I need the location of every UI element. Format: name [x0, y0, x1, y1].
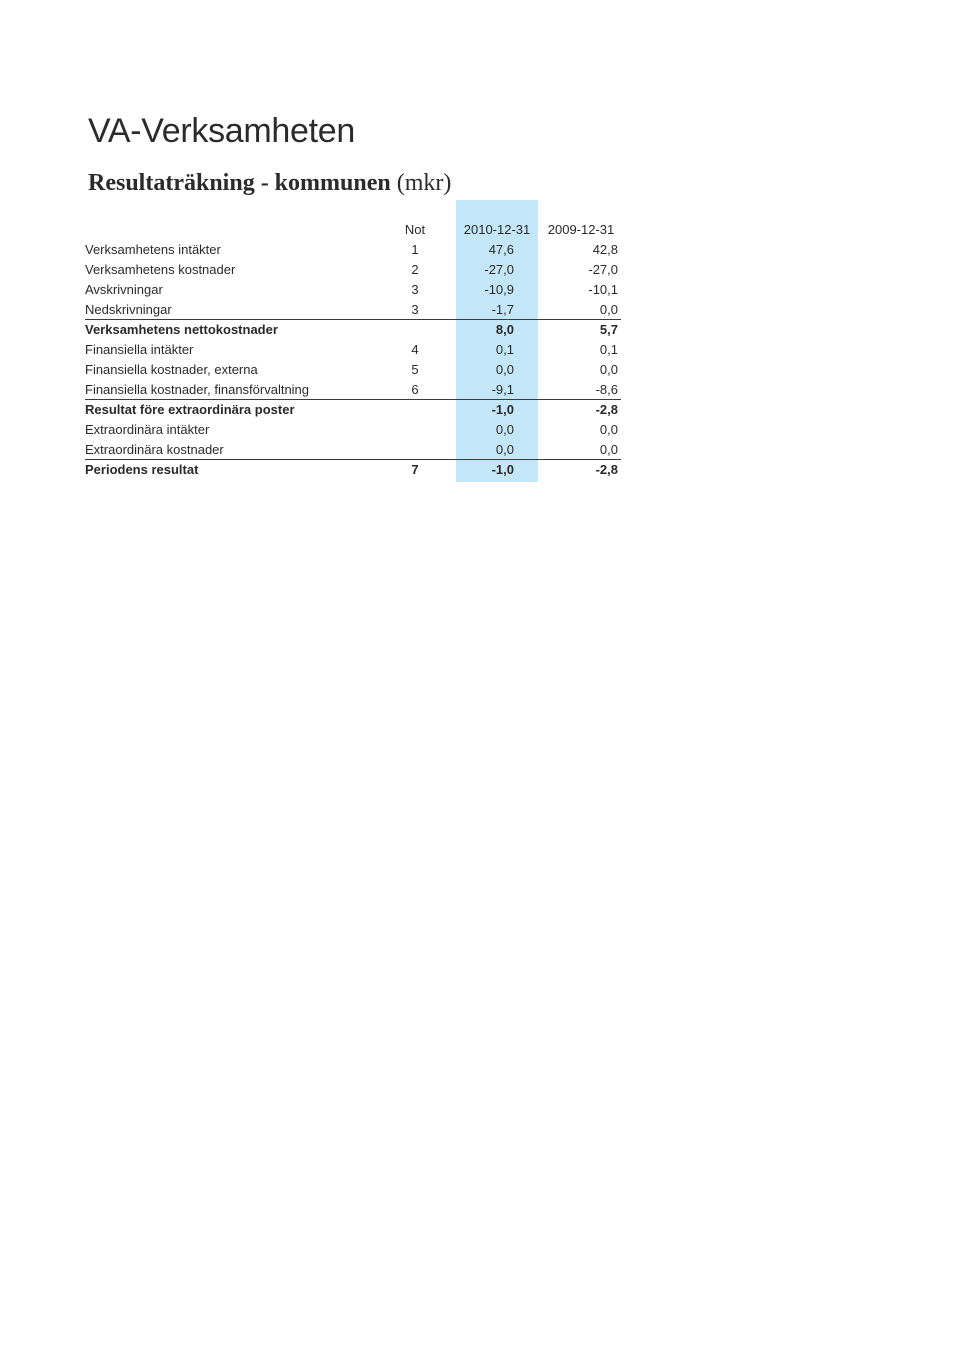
row-value-previous: 0,1	[599, 342, 618, 357]
row-value-previous: -10,1	[588, 282, 618, 297]
row-value-previous: 5,7	[599, 322, 618, 337]
row-value-current: 47,6	[488, 242, 514, 257]
row-label: Avskrivningar	[85, 282, 163, 297]
row-label: Finansiella kostnader, finansförvaltning	[85, 382, 310, 397]
page-title: VA-Verksamheten	[88, 112, 356, 150]
row-not: 7	[411, 462, 419, 477]
table-row	[85, 420, 621, 440]
row-value-current: -27,0	[484, 262, 514, 277]
row-label: Verksamhetens nettokostnader	[85, 322, 278, 337]
table-row-total	[85, 460, 621, 480]
row-value-previous: -2,8	[595, 402, 618, 417]
header-year-previous: 2009-12-31	[547, 222, 615, 237]
row-value-current: 0,1	[495, 342, 514, 357]
row-value-current: 0,0	[495, 362, 514, 377]
row-label: Verksamhetens intäkter	[85, 242, 221, 257]
table-row-subtotal	[85, 400, 621, 420]
row-value-current: -1,7	[491, 302, 514, 317]
row-value-current: 0,0	[495, 422, 514, 437]
row-label: Verksamhetens kostnader	[85, 262, 236, 277]
row-label: Extraordinära intäkter	[85, 422, 210, 437]
row-value-previous: -27,0	[588, 262, 618, 277]
income-statement-table	[85, 220, 621, 480]
subtitle-main: Resultaträkning - kommunen	[88, 170, 391, 196]
row-label: Periodens resultat	[85, 462, 199, 477]
row-label: Finansiella kostnader, externa	[85, 362, 258, 377]
table-row	[85, 440, 621, 460]
row-not: 6	[411, 382, 419, 397]
row-not: 1	[411, 242, 419, 257]
table-row	[85, 380, 621, 400]
table-row	[85, 340, 621, 360]
row-value-previous: 0,0	[599, 302, 618, 317]
row-value-previous: 0,0	[599, 442, 618, 457]
page-subtitle	[88, 170, 451, 197]
row-label: Finansiella intäkter	[85, 342, 194, 357]
table-row	[85, 260, 621, 280]
row-label: Resultat före extraordinära poster	[85, 402, 295, 417]
row-not: 3	[411, 302, 419, 317]
row-not: 5	[411, 362, 419, 377]
row-not: 2	[411, 262, 419, 277]
row-value-current: 0,0	[495, 442, 514, 457]
table-row	[85, 300, 621, 320]
row-label: Nedskrivningar	[85, 302, 172, 317]
row-value-current: -10,9	[484, 282, 514, 297]
header-year-current: 2010-12-31	[463, 222, 531, 237]
row-value-previous: -2,8	[595, 462, 618, 477]
row-value-previous: 0,0	[599, 362, 618, 377]
row-value-current: -9,1	[491, 382, 514, 397]
row-value-previous: 0,0	[599, 422, 618, 437]
table-header-row	[85, 220, 621, 240]
subtitle-unit: (mkr)	[396, 170, 452, 196]
row-label: Extraordinära kostnader	[85, 442, 224, 457]
row-value-current: -1,0	[491, 402, 514, 417]
table-row	[85, 360, 621, 380]
table-row	[85, 280, 621, 300]
header-not: Not	[404, 222, 426, 237]
row-value-current: 8,0	[495, 322, 514, 337]
row-not: 3	[411, 282, 419, 297]
row-not: 4	[411, 342, 419, 357]
row-value-current: -1,0	[491, 462, 514, 477]
row-value-previous: 42,8	[592, 242, 618, 257]
table-row-subtotal	[85, 320, 621, 340]
table-row	[85, 240, 621, 260]
row-value-previous: -8,6	[595, 382, 618, 397]
